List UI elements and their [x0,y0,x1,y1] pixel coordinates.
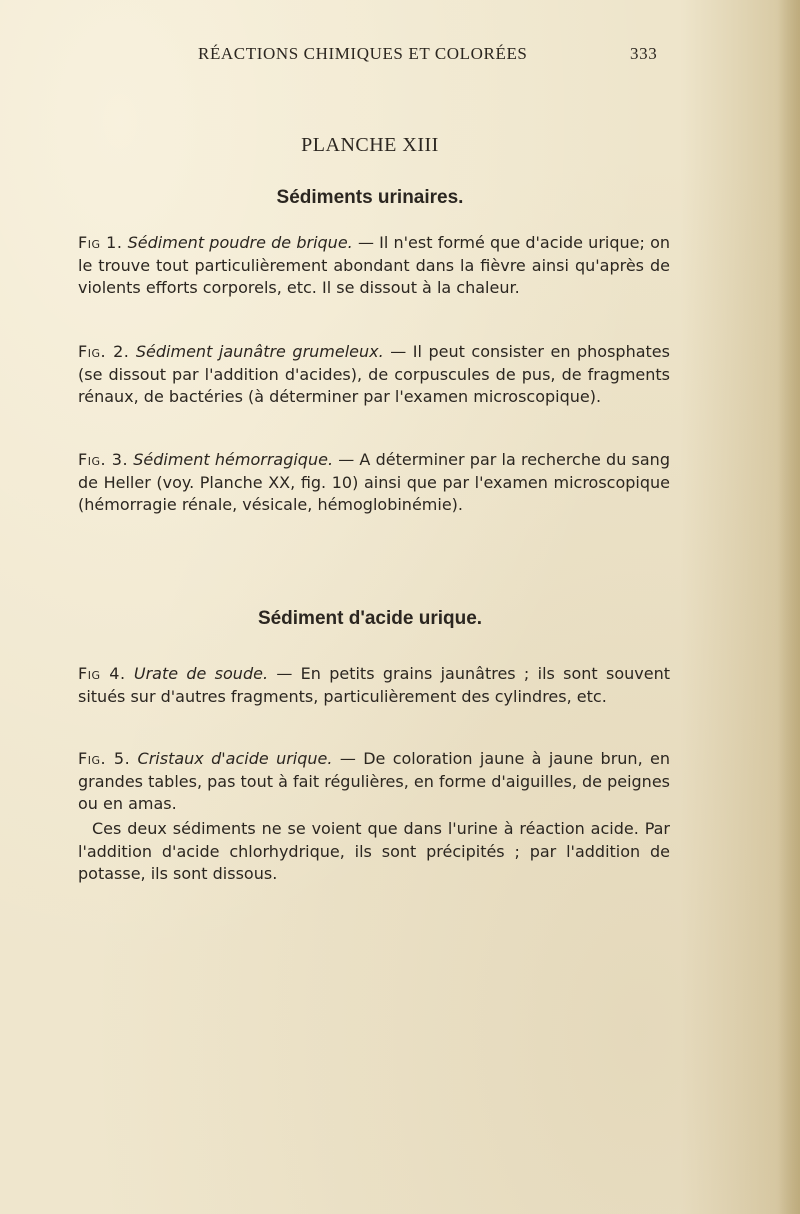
figure-description: — De coloration jaune à jaune brun, en grandes tables, pas tout à fait régulières, en forme d'aiguilles, de peignes ou en amas. [78,749,670,813]
figure-number: Fig 4. [78,664,126,683]
figure-name: Sédiment poudre de brique. [127,233,353,252]
figure-name: Sédiment jaunâtre grumeleux. [135,342,384,361]
plate-title: PLANCHE XIII [301,134,439,156]
page-edge-shadow [778,0,800,1214]
figure-description: — Il peut consister en phosphates (se dissout par l'addition d'acides), de corpuscules de pus, de fragments rénaux, de bactéries (à déterminer par l'examen microscopique). [78,342,670,406]
figure-number: Fig. 2. [78,342,130,361]
figure-description: — Il n'est formé que d'acide urique; on le trouve tout particulièrement abondant dans la fièvre ainsi qu'après de violents efforts corporels, etc. Il se dissout à la chaleur. [78,233,670,297]
closing-note [78,818,670,886]
figure-entry-1 [78,232,670,300]
closing-note-text: Ces deux sédiments ne se voient que dans l'urine à réaction acide. Par l'addition d'acide chlorhydrique, ils sont précipités ; par l'addition de potasse, ils sont dissous. [78,819,670,883]
figure-name: Sédiment hémorragique. [133,450,334,469]
figure-entry-5 [78,748,670,816]
figure-number: Fig. 5. [78,749,131,768]
figure-name: Urate de soude. [133,664,269,683]
figure-description: — En petits grains jaunâtres ; ils sont souvent situés sur d'autres fragments, particulièrement des cylindres, etc. [78,664,671,706]
figure-name: Cristaux d'acide urique. [137,749,333,768]
section-heading-sediments-urinaires: Sédiments urinaires. [276,187,464,208]
page-number: 333 [630,44,658,63]
figure-description: — A déterminer par la recherche du sang de Heller (voy. Planche XX, fig. 10) ainsi que par l'examen microscopique (hémorragie rénale, vésicale, hémoglobinémie). [78,450,670,514]
section-heading-acide-urique: Sédiment d'acide urique. [257,608,483,629]
figure-entry-2 [78,341,670,409]
figure-number: Fig 1. [78,233,123,252]
figure-entry-3 [78,449,670,517]
figure-entry-4 [78,663,670,708]
running-header-title: RÉACTIONS CHIMIQUES ET COLORÉES [198,44,528,63]
running-header [198,44,758,68]
figure-number: Fig. 3. [78,450,129,469]
